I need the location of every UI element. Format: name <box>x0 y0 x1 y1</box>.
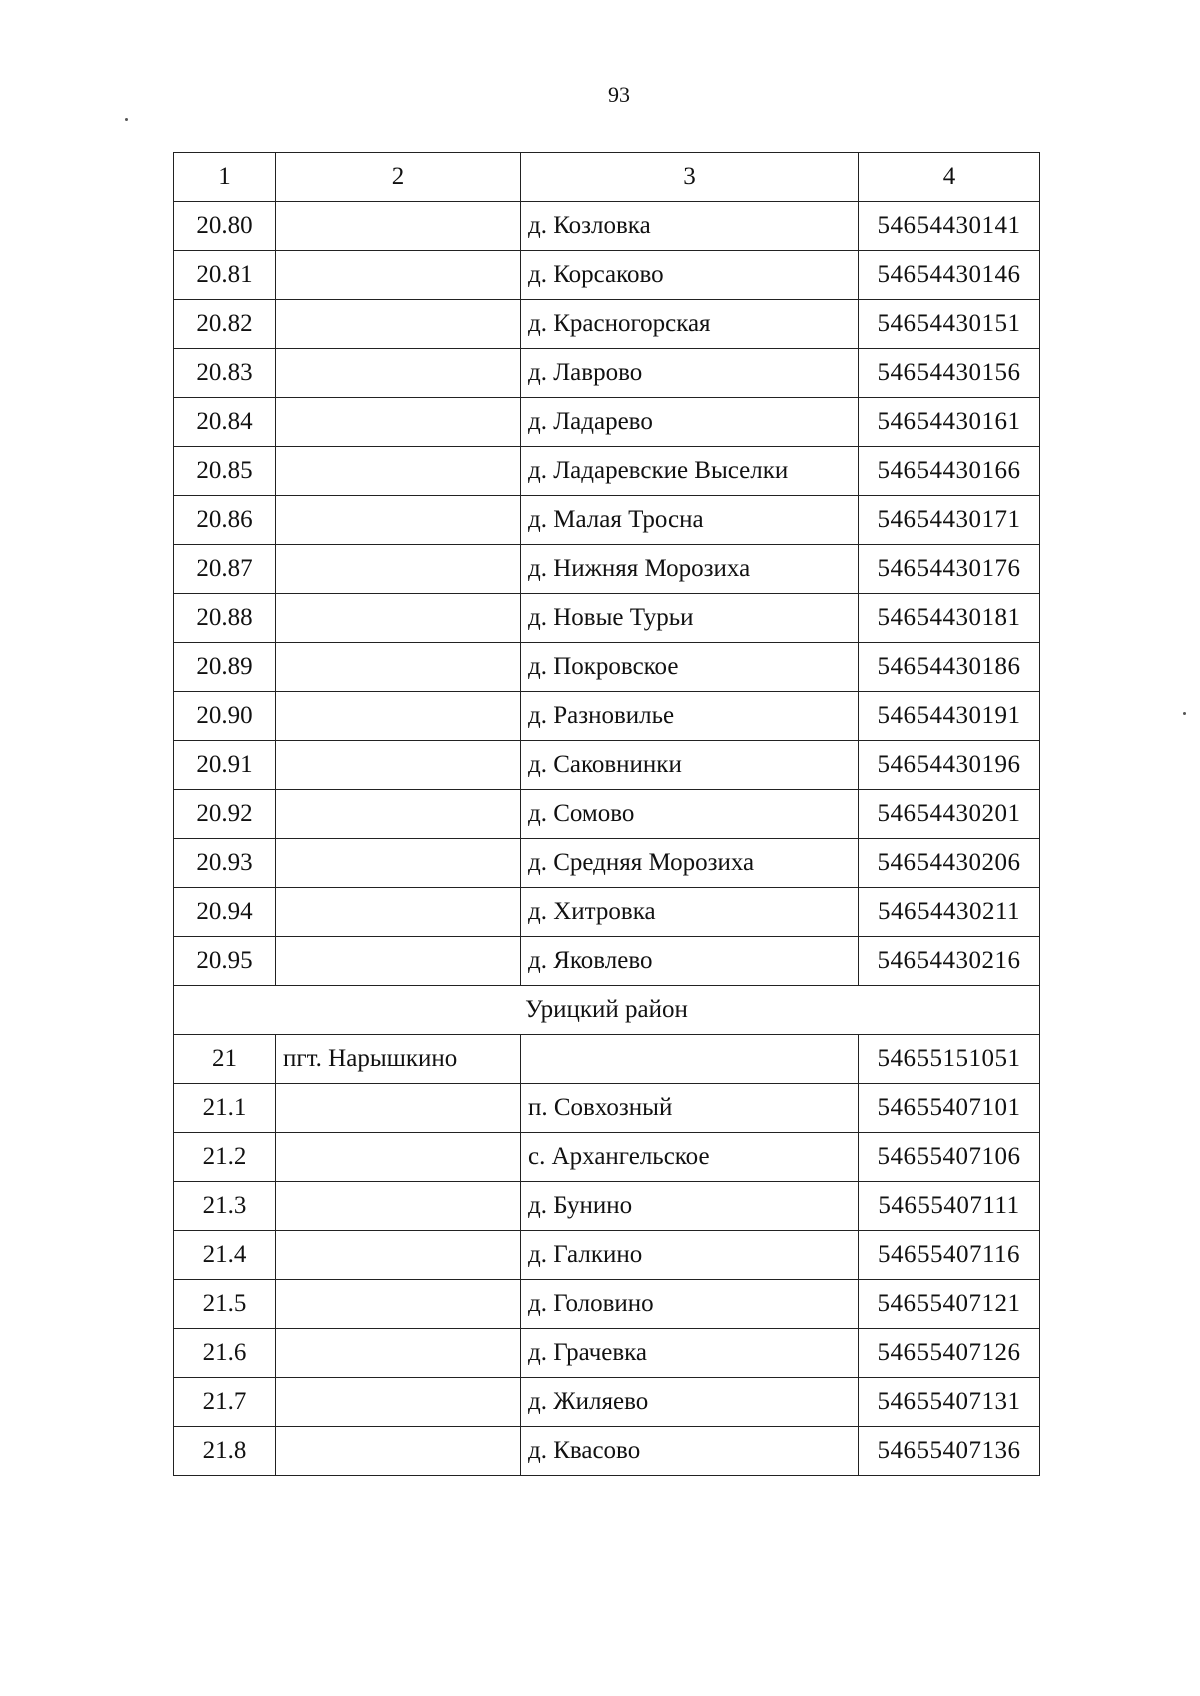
row-number-cell: 21.6 <box>174 1329 276 1378</box>
table-row <box>174 643 1040 692</box>
table-row <box>174 888 1040 937</box>
settlement-cell: д. Грачевка <box>521 1329 859 1378</box>
locality-cell <box>276 1182 521 1231</box>
settlement-cell: д. Разновилье <box>521 692 859 741</box>
locality-cell <box>276 1280 521 1329</box>
locality-cell <box>276 643 521 692</box>
settlement-cell: д. Малая Тросна <box>521 496 859 545</box>
locality-cell <box>276 300 521 349</box>
oktmo-code-cell: 54654430201 <box>859 790 1040 839</box>
settlement-cell: д. Корсаково <box>521 251 859 300</box>
table-row <box>174 447 1040 496</box>
settlement-cell: д. Лаврово <box>521 349 859 398</box>
locality-cell <box>276 839 521 888</box>
page-number: 93 <box>608 82 630 107</box>
locality-cell <box>276 349 521 398</box>
locality-cell <box>276 202 521 251</box>
row-number-cell: 20.81 <box>174 251 276 300</box>
row-number-cell: 21.2 <box>174 1133 276 1182</box>
table-row <box>174 839 1040 888</box>
settlement-cell: д. Жиляево <box>521 1378 859 1427</box>
oktmo-code-cell: 54655407116 <box>859 1231 1040 1280</box>
locality-cell <box>276 888 521 937</box>
settlement-cell: д. Саковнинки <box>521 741 859 790</box>
oktmo-code-cell: 54654430141 <box>859 202 1040 251</box>
row-number-cell: 20.91 <box>174 741 276 790</box>
locality-cell <box>276 496 521 545</box>
locality-cell <box>276 790 521 839</box>
table-row <box>174 202 1040 251</box>
table-row <box>174 251 1040 300</box>
row-number-cell: 21.7 <box>174 1378 276 1427</box>
oktmo-code-cell: 54655407126 <box>859 1329 1040 1378</box>
row-number-cell: 20.93 <box>174 839 276 888</box>
table-row <box>174 1182 1040 1231</box>
oktmo-code-cell: 54654430151 <box>859 300 1040 349</box>
region-title: Урицкий район <box>174 986 1040 1035</box>
row-number-cell: 20.89 <box>174 643 276 692</box>
settlement-cell: д. Ладарево <box>521 398 859 447</box>
row-number-cell: 20.83 <box>174 349 276 398</box>
table-row <box>174 398 1040 447</box>
row-number-cell: 20.85 <box>174 447 276 496</box>
oktmo-code-cell: 54654430191 <box>859 692 1040 741</box>
settlement-cell: д. Квасово <box>521 1427 859 1476</box>
row-number-cell: 20.92 <box>174 790 276 839</box>
oktmo-code-cell: 54655407111 <box>859 1182 1040 1231</box>
table-row <box>174 790 1040 839</box>
column-header-2: 2 <box>276 153 521 202</box>
oktmo-code-cell: 54654430166 <box>859 447 1040 496</box>
settlement-cell: с. Архангельское <box>521 1133 859 1182</box>
row-number-cell: 21.5 <box>174 1280 276 1329</box>
settlement-cell: д. Красногорская <box>521 300 859 349</box>
scan-speck <box>125 118 128 121</box>
table-row <box>174 937 1040 986</box>
settlement-cell: д. Ладаревские Выселки <box>521 447 859 496</box>
table-header-row <box>174 153 1040 202</box>
locality-cell <box>276 1427 521 1476</box>
settlement-cell: д. Новые Турьи <box>521 594 859 643</box>
oktmo-code-cell: 54655407101 <box>859 1084 1040 1133</box>
locality-cell <box>276 251 521 300</box>
settlement-cell: д. Покровское <box>521 643 859 692</box>
oktmo-code-cell: 54654430146 <box>859 251 1040 300</box>
locality-cell <box>276 398 521 447</box>
table-row <box>174 692 1040 741</box>
oktmo-code-cell: 54654430181 <box>859 594 1040 643</box>
row-number-cell: 20.88 <box>174 594 276 643</box>
settlement-cell: п. Совхозный <box>521 1084 859 1133</box>
table-body <box>174 202 1040 1476</box>
row-number-cell: 20.90 <box>174 692 276 741</box>
row-number-cell: 21 <box>174 1035 276 1084</box>
locality-cell <box>276 447 521 496</box>
oktmo-code-cell: 54655407131 <box>859 1378 1040 1427</box>
row-number-cell: 20.87 <box>174 545 276 594</box>
row-number-cell: 20.84 <box>174 398 276 447</box>
oktmo-code-cell: 54654430206 <box>859 839 1040 888</box>
oktmo-code-cell: 54654430171 <box>859 496 1040 545</box>
oktmo-code-cell: 54654430161 <box>859 398 1040 447</box>
row-number-cell: 21.4 <box>174 1231 276 1280</box>
table-row <box>174 1280 1040 1329</box>
locality-cell <box>276 1231 521 1280</box>
oktmo-code-cell: 54655151051 <box>859 1035 1040 1084</box>
locality-cell <box>276 594 521 643</box>
oktmo-code-cell: 54654430216 <box>859 937 1040 986</box>
locality-cell <box>276 1133 521 1182</box>
table-row <box>174 1427 1040 1476</box>
oktmo-code-cell: 54655407136 <box>859 1427 1040 1476</box>
locality-cell <box>276 1084 521 1133</box>
table-row <box>174 1329 1040 1378</box>
locality-cell <box>276 545 521 594</box>
oktmo-code-cell: 54654430176 <box>859 545 1040 594</box>
locality-cell <box>276 937 521 986</box>
locality-cell: пгт. Нарышкино <box>276 1035 521 1084</box>
column-header-3: 3 <box>521 153 859 202</box>
column-header-1: 1 <box>174 153 276 202</box>
row-number-cell: 21.1 <box>174 1084 276 1133</box>
oktmo-code-cell: 54654430211 <box>859 888 1040 937</box>
settlement-cell: д. Нижняя Морозиха <box>521 545 859 594</box>
row-number-cell: 20.86 <box>174 496 276 545</box>
settlement-cell: д. Головино <box>521 1280 859 1329</box>
table-row <box>174 594 1040 643</box>
settlement-cell <box>521 1035 859 1084</box>
table-row <box>174 1084 1040 1133</box>
locality-cell <box>276 1378 521 1427</box>
locality-cell <box>276 1329 521 1378</box>
settlement-cell: д. Козловка <box>521 202 859 251</box>
settlement-cell: д. Галкино <box>521 1231 859 1280</box>
oktmo-code-cell: 54654430196 <box>859 741 1040 790</box>
oktmo-code-cell: 54654430186 <box>859 643 1040 692</box>
row-number-cell: 20.80 <box>174 202 276 251</box>
settlement-cell: д. Бунино <box>521 1182 859 1231</box>
table-row <box>174 1133 1040 1182</box>
oktmo-code-cell: 54655407106 <box>859 1133 1040 1182</box>
region-row <box>174 986 1040 1035</box>
scan-speck <box>1183 712 1186 715</box>
locality-cell <box>276 741 521 790</box>
row-number-cell: 20.95 <box>174 937 276 986</box>
table-row <box>174 496 1040 545</box>
oktmo-code-cell: 54655407121 <box>859 1280 1040 1329</box>
table-row <box>174 741 1040 790</box>
column-header-4: 4 <box>859 153 1040 202</box>
settlement-cell: д. Хитровка <box>521 888 859 937</box>
oktmo-code-cell: 54654430156 <box>859 349 1040 398</box>
table-row <box>174 349 1040 398</box>
locality-cell <box>276 692 521 741</box>
table-row <box>174 1378 1040 1427</box>
table-row <box>174 545 1040 594</box>
row-number-cell: 20.94 <box>174 888 276 937</box>
row-number-cell: 20.82 <box>174 300 276 349</box>
settlement-cell: д. Яковлево <box>521 937 859 986</box>
settlement-cell: д. Средняя Морозиха <box>521 839 859 888</box>
row-number-cell: 21.3 <box>174 1182 276 1231</box>
table-row <box>174 1231 1040 1280</box>
row-number-cell: 21.8 <box>174 1427 276 1476</box>
table-row <box>174 300 1040 349</box>
settlements-table <box>173 152 1040 1476</box>
table-row <box>174 1035 1040 1084</box>
settlement-cell: д. Сомово <box>521 790 859 839</box>
